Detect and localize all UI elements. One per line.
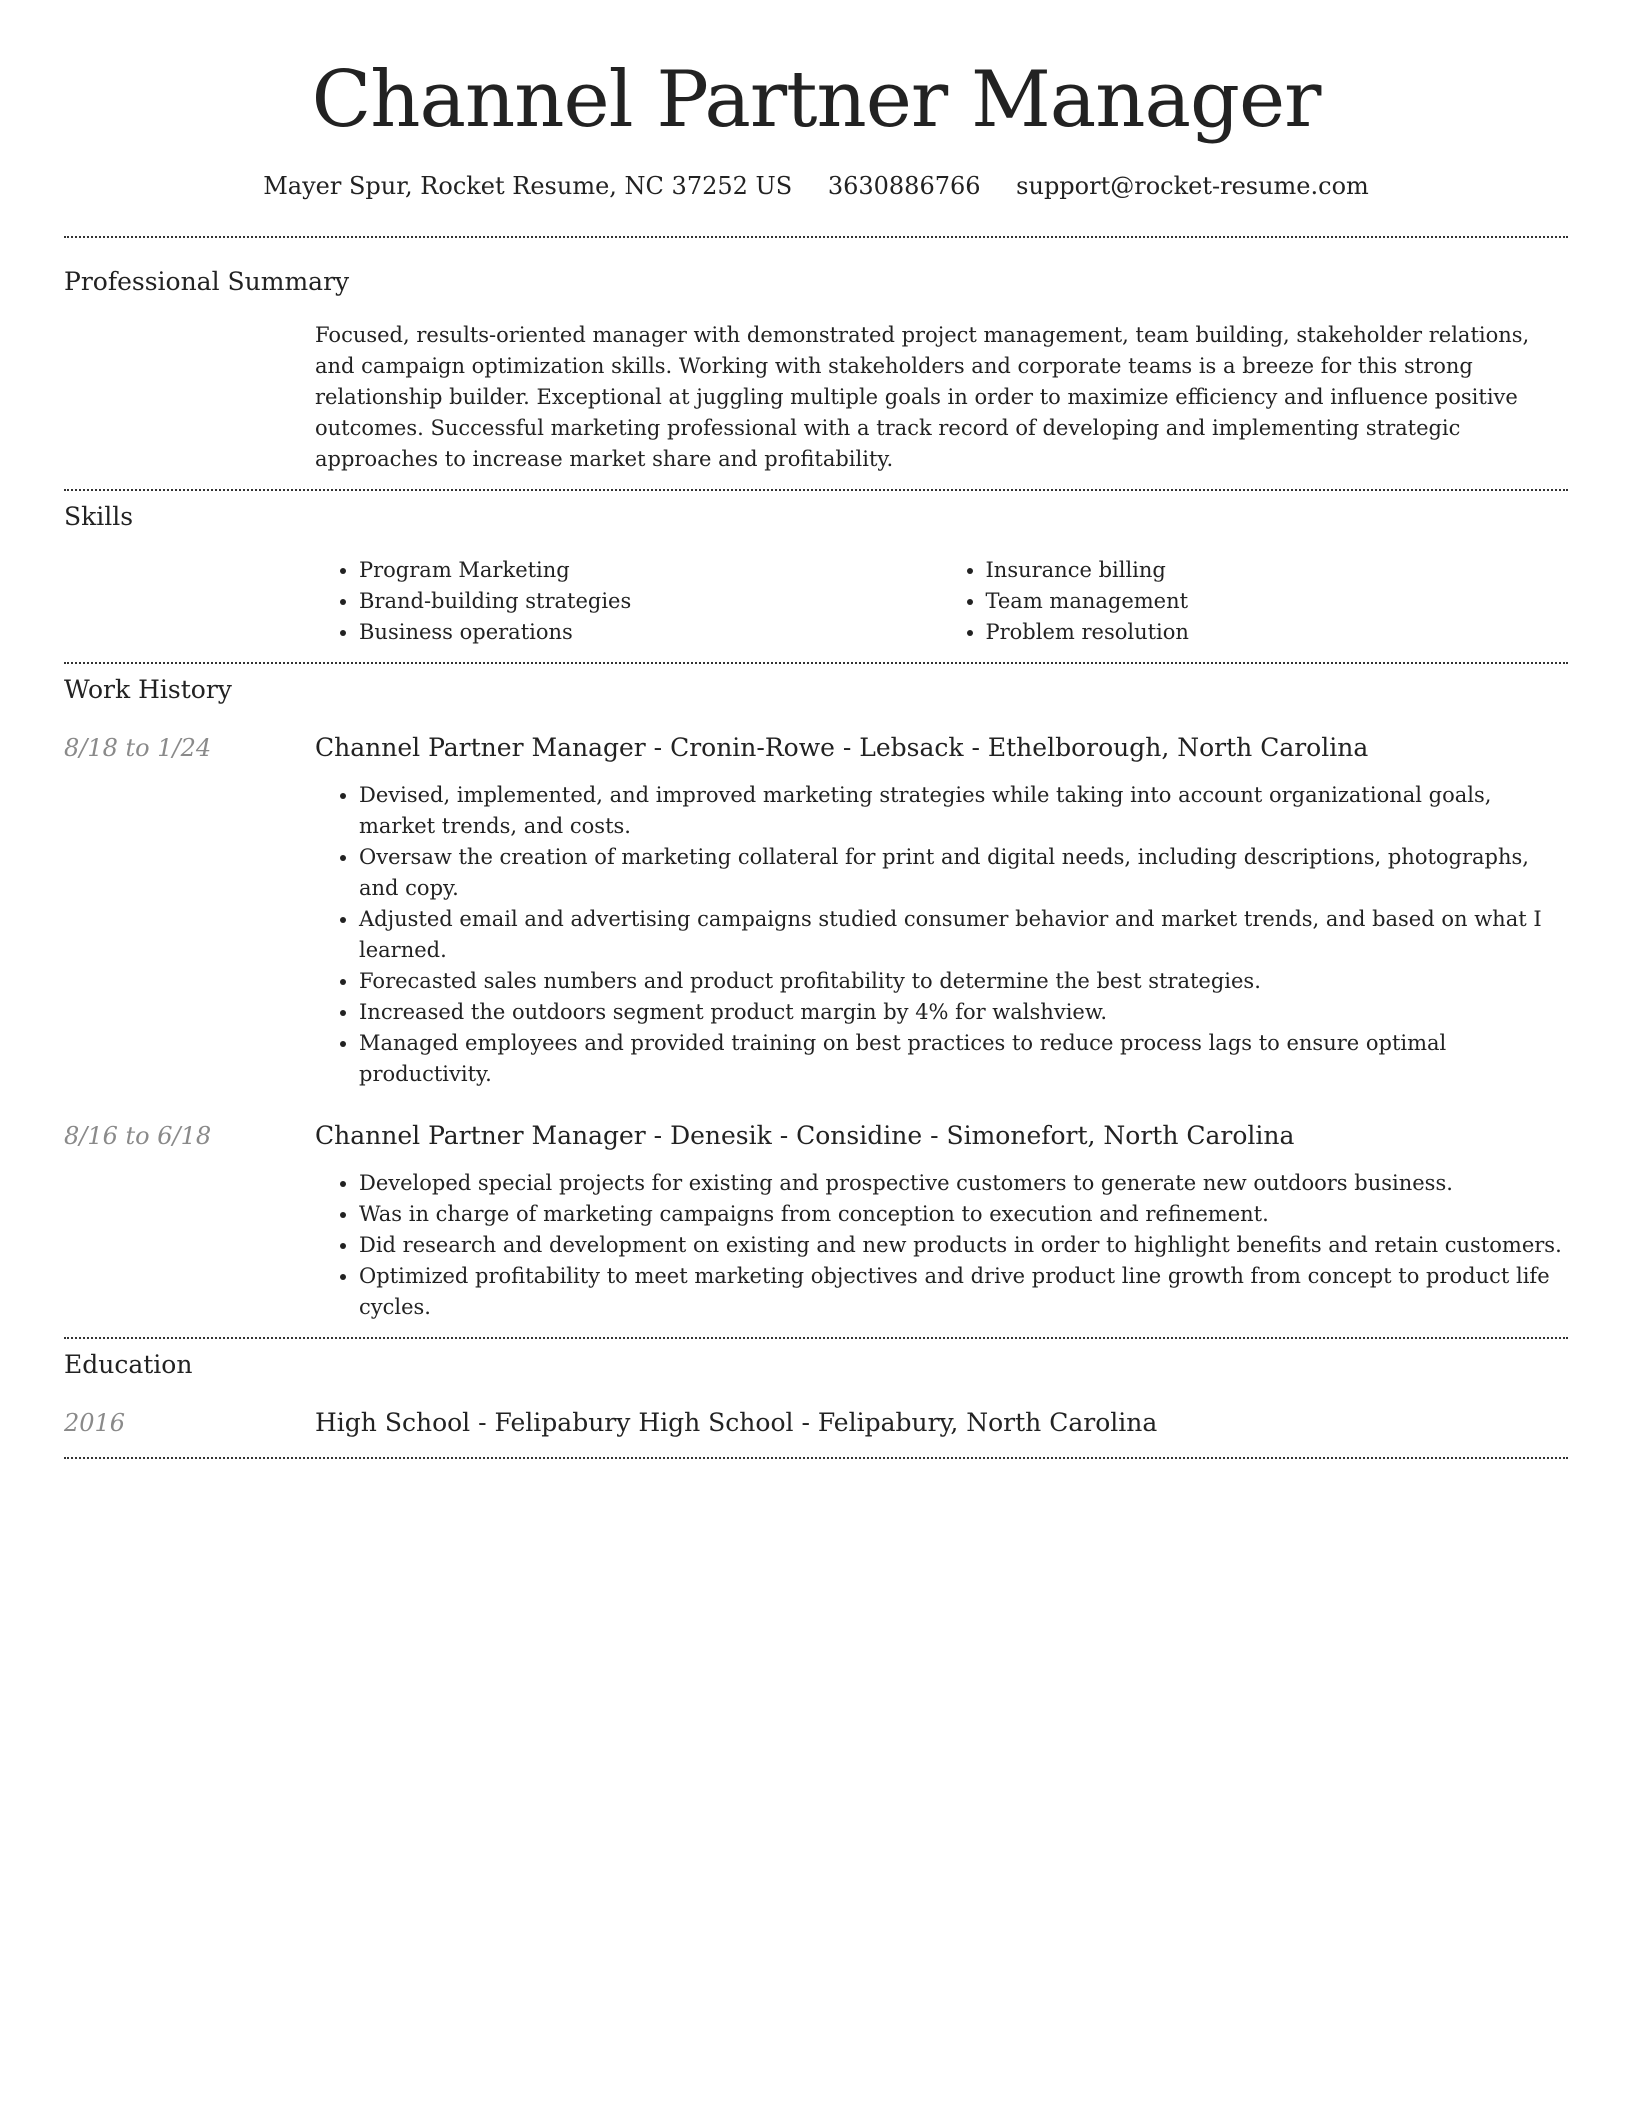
education-section (64, 1339, 1568, 1457)
skill-item: • Problem resolution (986, 617, 1569, 648)
skills-left-spacer (64, 555, 315, 648)
work-heading: Work History (64, 675, 232, 704)
resume-title: Channel Partner Manager (311, 55, 1321, 145)
job-body (315, 732, 1568, 1090)
summary-row (64, 320, 1568, 475)
skills-section (64, 491, 1568, 662)
summary-body (315, 320, 1568, 475)
job-bullet: • Oversaw the creation of marketing collateral for print and digital needs, including descriptions, photographs, and copy. (359, 842, 1568, 904)
job-bullet: • Adjusted email and advertising campaigns studied consumer behavior and market trends, and based on what I learned. (359, 904, 1568, 966)
skills-heading: Skills (64, 502, 134, 531)
job-bullets (315, 1168, 1568, 1323)
job-bullet: • Optimized profitability to meet marketing objectives and drive product line growth from concept to product life cycles. (359, 1261, 1568, 1323)
education-heading: Education (64, 1350, 193, 1379)
job-bullet: • Developed special projects for existing and prospective customers to generate new outdoors business. (359, 1168, 1568, 1199)
summary-text: Focused, results-oriented manager with demonstrated project management, team building, stakeholder relations, and campaign optimization skills. Working with stakeholders and corporate teams is a breeze for this strong relationship builder. Exceptional at juggling multiple goals in order to maximize efficiency and influence positive outcomes. Successful marketing professional with a track record of developing and implementing strategic approaches to increase market share and profitability. (315, 323, 1530, 471)
job-dates: 8/16 to 6/18 (64, 1122, 212, 1150)
skills-list-right (942, 555, 1569, 648)
job-bullet: • Managed employees and provided training on best practices to reduce process lags to ensure optimal productivity. (359, 1028, 1568, 1090)
education-divider (64, 1457, 1568, 1459)
education-body (315, 1407, 1568, 1439)
skill-item: • Program Marketing (359, 555, 942, 586)
skill-item: • Team management (986, 586, 1569, 617)
contact-phone: 3630886766 (827, 172, 981, 200)
skill-item: • Insurance billing (986, 555, 1569, 586)
contact-email: support@rocket-resume.com (1016, 172, 1369, 200)
job-title: Channel Partner Manager - Cronin-Rowe - Lebsack - Ethelborough, North Carolina (315, 733, 1369, 762)
job-bullet: • Forecasted sales numbers and product profitability to determine the best strategies. (359, 966, 1568, 997)
education-title: High School - Felipabury High School - Felipabury, North Carolina (315, 1408, 1158, 1437)
work-section (64, 664, 1568, 1337)
summary-left-spacer (64, 320, 315, 475)
skill-item: • Business operations (359, 617, 942, 648)
job-entry (64, 732, 1568, 1090)
skills-list-left (315, 555, 942, 648)
skills-grid (315, 555, 1568, 648)
job-entry (64, 1120, 1568, 1323)
job-bullet: • Was in charge of marketing campaigns from conception to execution and refinement. (359, 1199, 1568, 1230)
contact-line (64, 170, 1568, 202)
job-dates: 8/18 to 1/24 (64, 734, 212, 762)
job-body (315, 1120, 1568, 1323)
job-bullet: • Did research and development on existing and new products in order to highlight benefits and retain customers. (359, 1230, 1568, 1261)
contact-address: Mayer Spur, Rocket Resume, NC 37252 US (263, 172, 793, 200)
summary-heading: Professional Summary (64, 267, 350, 296)
job-title: Channel Partner Manager - Denesik - Considine - Simonefort, North Carolina (315, 1121, 1295, 1150)
job-bullet: • Devised, implemented, and improved marketing strategies while taking into account organizational goals, market trends, and costs. (359, 780, 1568, 842)
skills-row (64, 555, 1568, 648)
job-bullet: • Increased the outdoors segment product margin by 4% for walshview. (359, 997, 1568, 1028)
education-year: 2016 (64, 1409, 126, 1437)
education-entry (64, 1407, 1568, 1439)
skill-item: • Brand-building strategies (359, 586, 942, 617)
summary-section (64, 238, 1568, 489)
job-bullets (315, 780, 1568, 1090)
